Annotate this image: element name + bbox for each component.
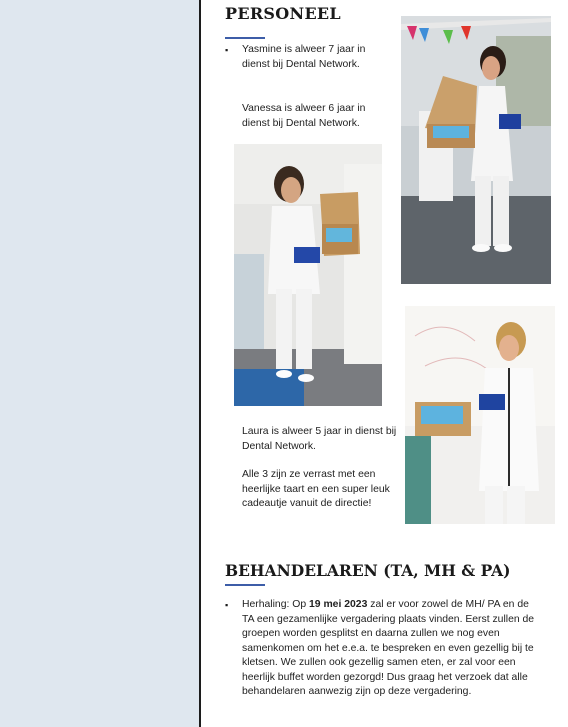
section-heading-personeel: PERSONEEL: [225, 4, 341, 23]
heading-underline: [225, 37, 265, 39]
bullet-icon: ▪: [225, 600, 229, 610]
behandelaren-paragraph: [242, 598, 542, 700]
meeting-date: 19 mei 2023: [309, 599, 368, 610]
yasmine-text: Yasmine is alweer 7 jaar in dienst bij Dental Network.: [242, 44, 366, 70]
bullet-icon: ▪: [225, 45, 229, 55]
photo-vanessa: [234, 144, 382, 406]
heading-underline: [225, 584, 265, 586]
para-prefix: Herhaling: Op: [242, 599, 309, 610]
laura-text: Laura is alweer 5 jaar in dienst bij Dental Network.: [242, 426, 397, 452]
sidebar-panel: [0, 0, 200, 727]
para-body: zal er voor zowel de MH/ PA en de TA een gezamenlijke vergadering plaats vinden. Eerst zullen de groepen worden gesplitst en daarna zullen we nog even samenkomen om het e.e.a. te bespreken en even gezellig bij te kletsen. We zullen ook gezellig samen eten, er zal voor een heerlijk buffet worden gezorgd! Dus graag het verzoek dat alle behandelaren aanwezig zijn op deze vergadering.: [242, 599, 535, 697]
surprise-text: Alle 3 zijn ze verrast met een heerlijke taart en een super leuk cadeautje vanuit de directie!: [242, 469, 390, 509]
section-heading-behandelaren: BEHANDELAREN (TA, MH & PA): [225, 561, 511, 580]
photo-laura: [405, 306, 555, 524]
vanessa-text: Vanessa is alweer 6 jaar in dienst bij Dental Network.: [242, 103, 366, 129]
photo-yasmine: [401, 16, 551, 284]
newsletter-page: [201, 0, 568, 727]
